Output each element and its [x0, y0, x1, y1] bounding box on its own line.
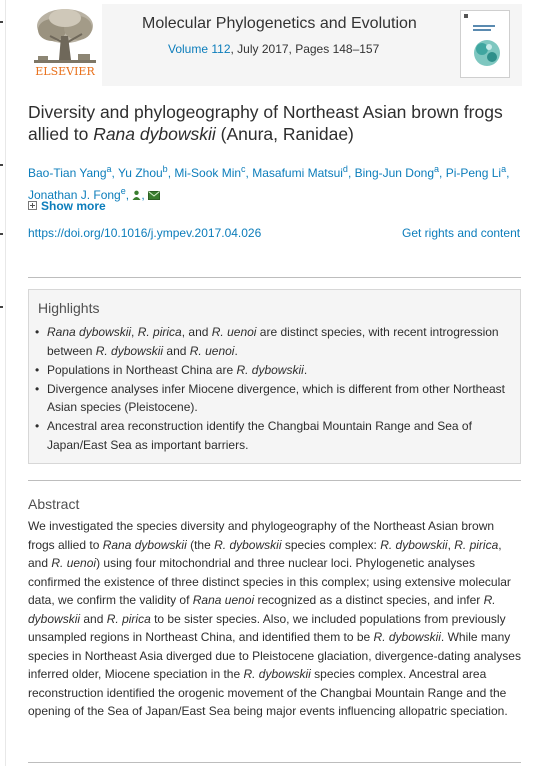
highlight-item [35, 380, 513, 417]
text-segment: Divergence analyses infer Miocene divergence, which is different from other Northeast Asian species (Pleistocene). [47, 381, 506, 414]
edge-mark [0, 164, 3, 166]
species-name: Rana dybowskii [102, 537, 187, 552]
text-segment: We investigated the species diversity and phylogeography of the Northeast Asian brown frogs allied to [28, 519, 495, 552]
affiliation-sup: a [501, 164, 507, 174]
show-more-label: Show more [41, 199, 106, 213]
volume-link[interactable]: Volume 112 [168, 42, 231, 56]
author-link[interactable] [446, 166, 506, 180]
species-name: R. pirica [454, 537, 499, 552]
abstract-title: Abstract [28, 496, 80, 512]
species-name: R. dybowskii [214, 537, 282, 552]
expand-plus-icon [28, 201, 37, 210]
doi-link[interactable]: https://doi.org/10.1016/j.ympev.2017.04.026 [28, 226, 262, 240]
author-name: Bing-Jun Dong [354, 166, 434, 180]
highlights-box [28, 289, 521, 464]
text-segment: (the [186, 537, 215, 552]
author-link[interactable] [355, 166, 439, 180]
text-segment: and [163, 343, 190, 358]
text-segment: ) using four mitochondrial and three nuclear loci. Phylogenetic analyses confirmed the existence of three distinct species in this complex; using extensive molecular data, we confirm the validity of [28, 556, 511, 607]
species-name: R. uenoi [51, 556, 97, 570]
text-segment: , and [181, 325, 212, 339]
text-segment: to be sister species. Also, we included populations from previously unsampled regions in Northeast China, and identified them to be [28, 611, 506, 644]
author-link[interactable] [174, 166, 245, 180]
window-left-edge [0, 0, 6, 766]
text-segment: Ancestral area reconstruction identify the Changbai Mountain Range and Sea of Japan/East Sea as important barriers. [47, 419, 472, 452]
author-name: Yu Zhou [117, 166, 163, 180]
text-segment: , [131, 325, 138, 339]
species-name: R. pirica [137, 325, 182, 339]
edge-mark [0, 21, 3, 23]
affiliation-sup: a [106, 164, 112, 174]
journal-cover-image [461, 11, 509, 77]
journal-header [28, 4, 522, 86]
rights-link[interactable]: Get rights and content [402, 226, 521, 240]
show-more-toggle[interactable] [28, 199, 106, 213]
text-segment: and [80, 611, 107, 626]
affiliation-sup: b [162, 164, 168, 174]
text-segment: . While many species in Northeast Asia diverged due to Pleistocene glaciation, divergence-dating analyses inferred older, Miocene speciation in the [28, 630, 521, 681]
author-name: Pi-Peng Li [445, 166, 502, 180]
author-name: Bao-Tian Yang [28, 166, 107, 180]
author-name: Jonathan J. Fong [28, 188, 121, 202]
person-icon[interactable] [132, 187, 141, 205]
text-segment: . [303, 362, 308, 377]
author-link[interactable] [28, 166, 112, 180]
elsevier-logo[interactable] [28, 4, 102, 86]
highlight-item [35, 361, 513, 380]
author-list: Bao-Tian Yang$^a$, Yu Zhou$^b$, Mi-Sook Min$^c$, Masafumi Matsui$^d$, Bing-Jun Dong$^a$, Pi-Peng Li$^a$, Jonathan J. Fong$^e$, , [28, 160, 528, 205]
species-name: Rana dybowskii [47, 325, 132, 339]
text-segment: , [447, 537, 455, 552]
text-segment: , and [28, 537, 502, 570]
divider [28, 277, 521, 278]
issue-details: , July 2017, Pages 148–157 [230, 42, 380, 56]
text-segment: species complex: [281, 537, 381, 552]
email-icon[interactable] [148, 187, 160, 205]
species-name: R. dybowskii [28, 593, 496, 626]
article-title [28, 101, 528, 145]
divider [28, 480, 521, 481]
issue-line [168, 42, 379, 56]
author-name: Masafumi Matsui [252, 166, 343, 180]
divider [28, 762, 521, 763]
edge-mark [0, 233, 3, 235]
title-species: Rana dybowskii [93, 124, 216, 144]
affiliation-sup: d [342, 164, 348, 174]
affiliation-sup: a [434, 164, 440, 174]
text-segment: Populations in Northeast China are [47, 362, 237, 377]
elsevier-tree-logo [28, 4, 102, 86]
highlight-item [35, 323, 513, 360]
affiliation-sup: e [120, 186, 126, 196]
title-text: Diversity and phylogeography of Northeast Asian brown frogs allied to [28, 102, 503, 144]
title-text-rest: (Anura, Ranidae) [215, 124, 354, 144]
author-link[interactable] [252, 166, 348, 180]
text-segment: . [234, 343, 238, 358]
affiliation-sup: c [241, 164, 246, 174]
species-name: R. dybowskii [243, 667, 311, 681]
highlights-title: Highlights [38, 300, 100, 316]
species-name: Rana uenoi [192, 593, 255, 607]
species-name: R. dybowskii [95, 343, 164, 358]
species-name: R. dybowskii [380, 537, 448, 552]
species-name: R. dybowskii [373, 630, 441, 644]
edge-mark [0, 306, 3, 308]
publisher-wordmark: ELSEVIER [35, 65, 95, 78]
text-segment: recognized as a distinct species, and infer [254, 593, 484, 607]
species-name: R. pirica [106, 611, 151, 626]
author-name: Mi-Sook Min [174, 166, 242, 180]
journal-cover[interactable] [460, 10, 510, 78]
author-link[interactable] [118, 166, 168, 180]
journal-title[interactable]: Molecular Phylogenetics and Evolution [142, 15, 417, 32]
text-segment: species complex. Ancestral area reconstruction identified the orogenic movement of the Changbai Mountain Range and the opening of the Sea of Japan/East Sea being major events influencing allopatric speciation. [28, 667, 508, 718]
highlight-item [35, 417, 513, 454]
text-segment: are distinct species, with recent introgression between [47, 325, 499, 358]
species-name: R. uenoi [211, 325, 257, 339]
species-name: R. dybowskii [236, 362, 304, 377]
abstract-text [28, 517, 522, 721]
species-name: R. uenoi [189, 343, 235, 358]
highlights-list [35, 323, 513, 455]
